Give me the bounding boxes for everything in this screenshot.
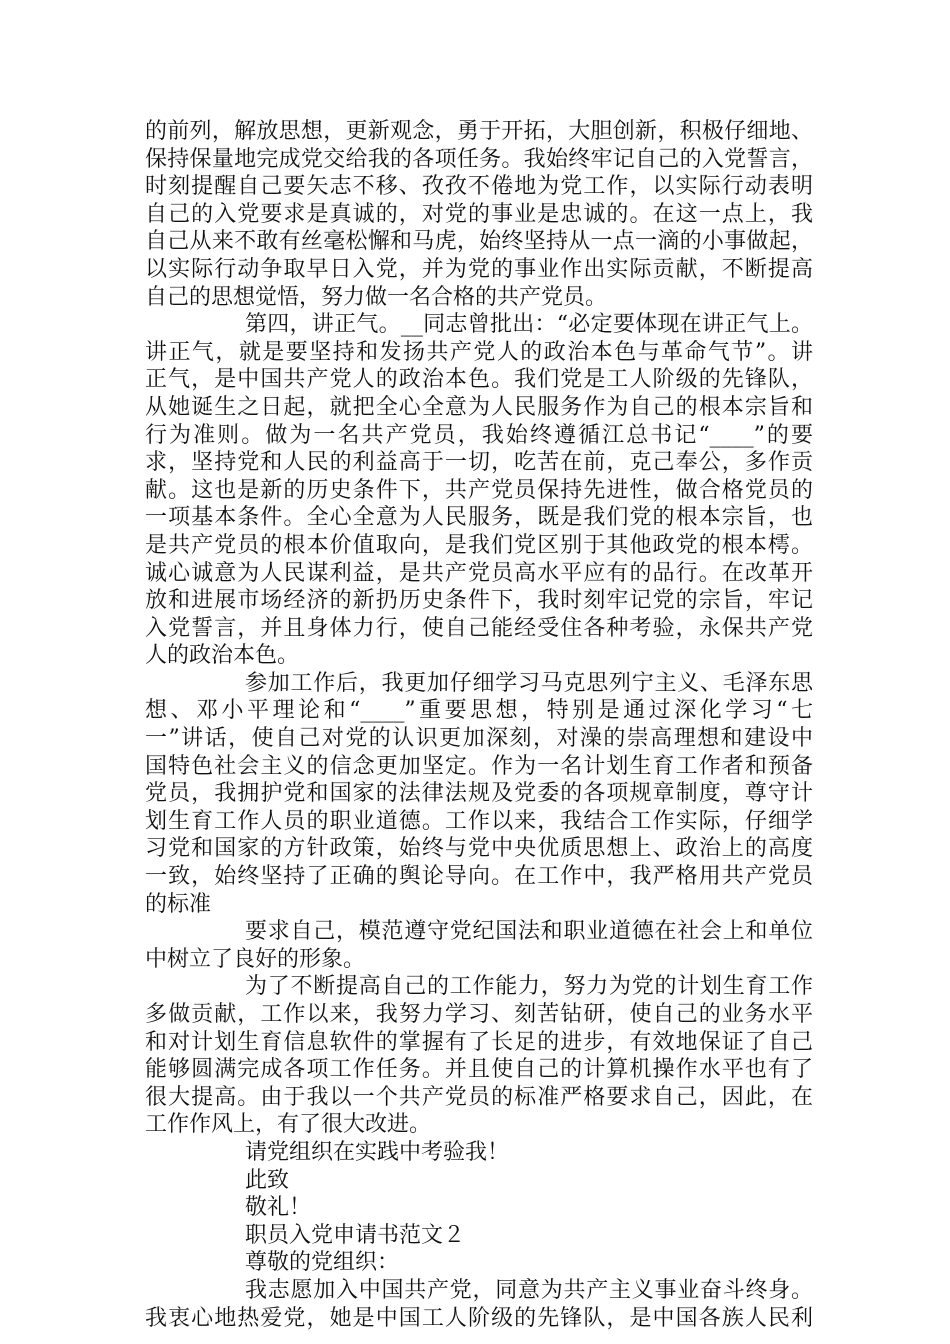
text-line: 习党和国家的方针政策，始终与党中央优质思想上、政治上的高度 (145, 836, 813, 862)
text-line: 人的政治本色。 (145, 643, 300, 669)
text-line: 行为准则。做为一名共产党员，我始终遵循江总书记“____”的要 (145, 422, 813, 448)
text-line: 能够圆满完成各项工作任务。并且使自己的计算机操作水平也有了 (145, 1057, 813, 1083)
text-line: 国特色社会主义的信念更加坚定。作为一名计划生育工作者和预备 (145, 753, 813, 779)
text-line: 以实际行动争取早日入党，并为党的事业作出实际贡献，不断提高 (145, 256, 813, 282)
text-line: 自己从来不敢有丝毫松懈和马虎，始终坚持从一点一滴的小事做起， (145, 229, 813, 255)
text-line: 要求自己，模范遵守党纪国法和职业道德在社会上和单位 (245, 919, 813, 945)
closing-request: 请党组织在实践中考验我！ (245, 1139, 510, 1165)
text-line: 一项基本条件。全心全意为人民服务，既是我们党的根本宗旨，也 (145, 505, 813, 531)
text-line: 献。这也是新的历史条件下，共产党员保持先进性，做合格党员的 (145, 477, 813, 503)
text-line: 党员，我拥护党和国家的法律法规及党委的各项规章制度，尊守计 (145, 781, 813, 807)
text-line: 一”讲话，使自己对党的认识更加深刻，对澡的崇高理想和建设中 (145, 726, 813, 752)
section-title: 职员入党申请书范文２ (245, 1222, 466, 1248)
document-body (145, 118, 813, 1332)
text-line: 工作作风上，有了很大改进。 (145, 1112, 432, 1138)
text-line: 讲正气，就是要坚持和发扬共产党人的政治本色与革命气节”。讲 (145, 339, 813, 365)
text-line: 为了不断提高自己的工作能力，努力为党的计划生育工作 (245, 974, 813, 1000)
text-line: 自己的思想觉悟，努力做一名合格的共产党员。 (145, 284, 608, 310)
closing-regards: 敬礼！ (245, 1195, 312, 1221)
text-line: 我志愿加入中国共产党，同意为共产主义事业奋斗终身。 (245, 1277, 813, 1303)
text-line: 求，坚持党和人民的利益高于一切，吃苦在前，克己奉公，多作贡 (145, 450, 813, 476)
text-line: 中树立了良好的形象。 (145, 946, 366, 972)
text-line: 我衷心地热爱党，她是中国工人阶级的先锋队，是中国各族人民利 (145, 1305, 813, 1331)
text-line: 多做贡献，工作以来，我努力学习、刻苦钻研，使自己的业务水平 (145, 1002, 813, 1027)
text-line: 划生育工作人员的职业道德。工作以来，我结合工作实际，仔细学 (145, 808, 813, 834)
text-line: 和对计划生育信息软件的掌握有了长足的进步，有效地保证了自己 (145, 1029, 813, 1055)
text-line: 是共产党员的根本价值取向，是我们党区别于其他政党的根本樗。 (145, 532, 813, 558)
closing-salutation: 此致 (245, 1167, 290, 1193)
text-line: 从她诞生之日起，就把全心全意为人民服务作为自己的根本宗旨和 (145, 394, 813, 420)
text-line: 的前列，解放思想，更新观念，勇于开拓，大胆创新，积极仔细地、 (145, 119, 813, 144)
text-line: 第四，讲正气。__同志曾批出：“必定要体现在讲正气上。 (245, 312, 813, 338)
text-line: 自己的入党要求是真诚的，对党的事业是忠诚的。在这一点上，我 (145, 201, 813, 227)
text-line: 入党誓言，并且身体力行，使自己能经受住各种考验，永保共产党 (145, 615, 813, 641)
greeting: 尊敬的党组织： (245, 1250, 400, 1276)
text-line: 很大提高。由于我以一个共产党员的标准严格要求自己，因此，在 (145, 1084, 813, 1110)
text-line: 保持保量地完成党交给我的各项任务。我始终牢记自己的入党誓言， (145, 146, 813, 172)
text-line: 正气，是中国共产党人的政治本色。我们党是工人阶级的先锋队， (145, 367, 813, 393)
text-line: 时刻提醒自己要矢志不移、孜孜不倦地为党工作，以实际行动表明 (145, 174, 813, 200)
text-line: 放和进展市场经济的新扔历史条件下，我时刻牢记党的宗旨，牢记 (145, 588, 813, 614)
text-line: 诚心诚意为人民谋利益，是共产党员高水平应有的品行。在改革开 (145, 560, 813, 586)
text-line: 一致，始终坚持了正确的舆论导向。在工作中，我严格用共产党员 (145, 864, 813, 890)
text-line: 的标准 (145, 891, 212, 917)
text-line: 参加工作后，我更加仔细学习马克思列宁主义、毛泽东思 (245, 670, 813, 696)
text-line: 想、邓小平理论和“____”重要思想，特别是通过深化学习“七 (145, 698, 813, 724)
